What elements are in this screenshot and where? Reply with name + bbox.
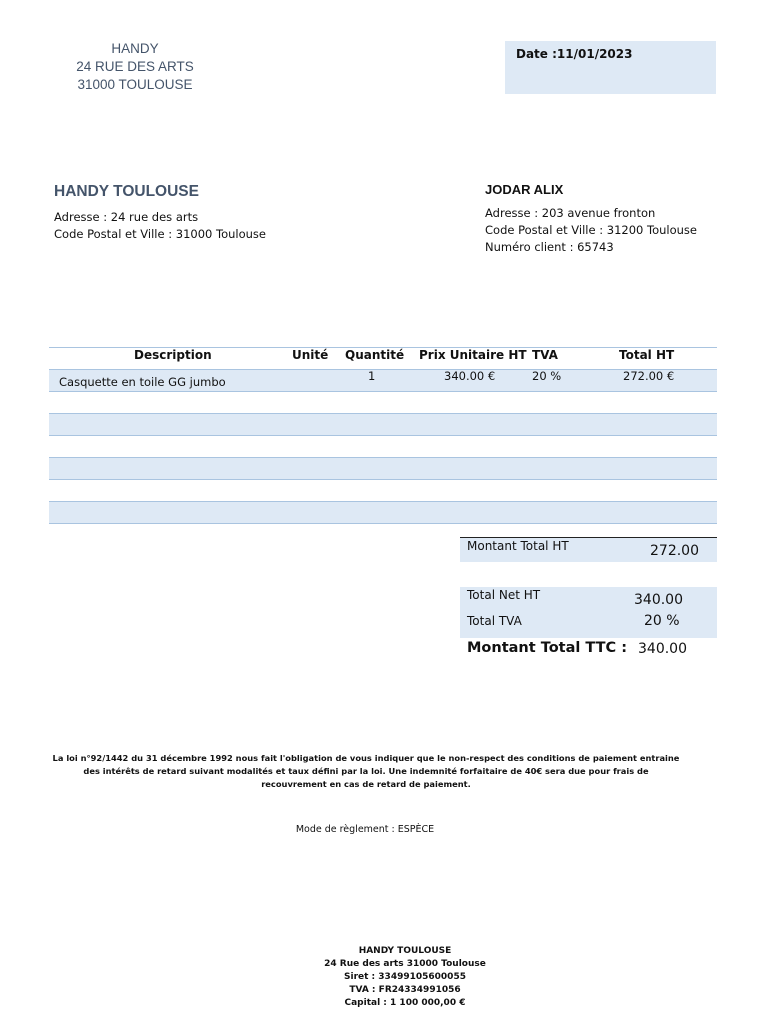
footer <box>280 945 530 1010</box>
montant-total-ttc-value: 340.00 <box>638 641 687 657</box>
total-tva-label: Total TVA <box>467 614 522 628</box>
company-header-name: HANDY <box>111 41 159 56</box>
company-header <box>40 40 230 94</box>
table-row <box>49 413 717 435</box>
total-net-ht-value: 340.00 <box>634 592 683 608</box>
table-row <box>49 501 717 524</box>
table-row <box>49 457 717 479</box>
table-row <box>49 435 717 457</box>
montant-total-ht-value: 272.00 <box>650 543 699 559</box>
seller-postal-city: Code Postal et Ville : 31000 Toulouse <box>54 227 266 241</box>
footer-siret: Siret : 33499105600055 <box>344 972 466 982</box>
montant-total-ht <box>460 537 717 562</box>
payment-value: ESPÈCE <box>397 824 435 835</box>
date-value: 11/01/2023 <box>556 47 633 61</box>
table-row <box>49 479 717 501</box>
row-unit-price: 340.00 € <box>444 369 496 383</box>
footer-address: 24 Rue des arts 31000 Toulouse <box>324 959 486 969</box>
header-unit: Unité <box>292 348 329 362</box>
row-vat: 20 % <box>532 369 562 383</box>
header-description: Description <box>134 348 212 362</box>
date-label: Date : <box>516 47 557 61</box>
table-header <box>49 347 717 369</box>
table-row <box>49 369 717 391</box>
footer-capital: Capital : 1 100 000,00 € <box>344 998 466 1008</box>
header-quantity: Quantité <box>345 348 405 362</box>
legal-notice: La loi n°92/1442 du 31 décembre 1992 nous fait l'obligation de vous indiquer que le non-respect des conditions de paiement entraine des intérêts de retard suivant modalités et taux défini par la loi. Une indemnité forfaitaire de 40€ sera due pour frais de recouvrement en cas de retard de paiement. <box>52 753 680 789</box>
footer-name: HANDY TOULOUSE <box>358 946 452 956</box>
client-info <box>485 205 697 256</box>
montant-total-ttc-label: Montant Total TTC : <box>467 640 627 656</box>
client-address: Adresse : 203 avenue fronton <box>485 206 656 220</box>
net-totals-box <box>460 587 717 638</box>
client-postal-city: Code Postal et Ville : 31200 Toulouse <box>485 223 697 237</box>
table-row <box>49 391 717 413</box>
seller-info <box>54 209 266 243</box>
seller-address: Adresse : 24 rue des arts <box>54 210 199 224</box>
row-description: Casquette en toile GG jumbo <box>59 375 226 389</box>
payment-label: Mode de règlement : <box>295 824 395 835</box>
footer-tva: TVA : FR24334991056 <box>349 985 461 995</box>
payment-mode <box>250 824 480 835</box>
header-vat: TVA <box>532 348 558 362</box>
total-net-ht-label: Total Net HT <box>467 588 541 602</box>
seller-name: HANDY TOULOUSE <box>54 183 199 200</box>
row-quantity: 1 <box>368 369 376 383</box>
header-total: Total HT <box>619 348 675 362</box>
montant-total-ht-label: Montant Total HT <box>467 539 569 553</box>
date-box <box>505 41 716 94</box>
company-header-city: 31000 TOULOUSE <box>77 77 193 92</box>
items-table <box>49 347 717 524</box>
company-header-street: 24 RUE DES ARTS <box>76 59 194 74</box>
row-total: 272.00 € <box>623 369 675 383</box>
total-tva-value: 20 % <box>644 613 680 629</box>
header-unit-price: Prix Unitaire HT <box>419 348 527 362</box>
client-name: JODAR ALIX <box>485 182 564 197</box>
client-number: Numéro client : 65743 <box>485 240 614 254</box>
